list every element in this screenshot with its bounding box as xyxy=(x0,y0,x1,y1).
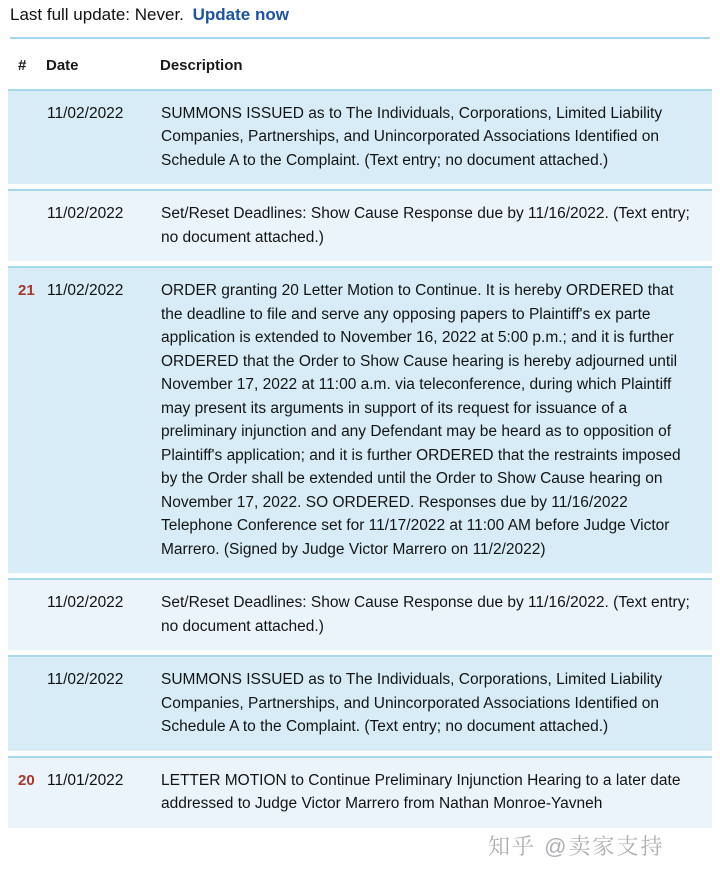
docket-row xyxy=(8,578,712,650)
entry-number-link[interactable] xyxy=(8,89,46,185)
entry-number-link[interactable]: 20 xyxy=(8,756,46,828)
docket-row xyxy=(8,89,712,185)
entry-number-link[interactable] xyxy=(8,578,46,650)
column-header-date: Date xyxy=(46,44,160,84)
entry-description: Set/Reset Deadlines: Show Cause Response due by 11/16/2022. (Text entry; no document attached.) xyxy=(160,578,712,650)
column-header-description: Description xyxy=(160,44,712,84)
entry-date: 11/01/2022 xyxy=(46,756,160,828)
docket-table xyxy=(8,39,712,833)
entry-description: SUMMONS ISSUED as to The Individuals, Corporations, Limited Liability Companies, Partnerships, and Unincorporated Associations Identified on Schedule A to the Complaint. (Text entry; no document attached.) xyxy=(160,655,712,751)
table-header-row xyxy=(8,44,712,84)
entry-date: 11/02/2022 xyxy=(46,89,160,185)
docket-row xyxy=(8,756,712,828)
entry-date: 11/02/2022 xyxy=(46,189,160,261)
entry-number-link[interactable]: 21 xyxy=(8,266,46,573)
entry-description: Set/Reset Deadlines: Show Cause Response due by 11/16/2022. (Text entry; no document attached.) xyxy=(160,189,712,261)
entry-description: SUMMONS ISSUED as to The Individuals, Corporations, Limited Liability Companies, Partnerships, and Unincorporated Associations Identified on Schedule A to the Complaint. (Text entry; no document attached.) xyxy=(160,89,712,185)
last-update-label: Last full update: Never. xyxy=(10,5,184,24)
docket-row xyxy=(8,266,712,573)
update-now-link[interactable]: Update now xyxy=(192,5,289,24)
update-status-bar xyxy=(8,2,712,37)
docket-row xyxy=(8,655,712,751)
zhihu-watermark: 知乎 @卖家支持 xyxy=(488,834,665,859)
entry-description: ORDER granting 20 Letter Motion to Continue. It is hereby ORDERED that the deadline to file and serve any opposing papers to Plaintiff's ex parte application is extended to November 16, 2022 at 5:00 p.m.; and it is further ORDERED that the Order to Show Cause hearing is hereby adjourned until November 17, 2022 at 11:00 a.m. via teleconference, during which Plaintiff may present its arguments in support of its request for issuance of a preliminary injunction and any Defendant may be heard as to opposition of Plaintiff's application; and it is further ORDERED that the restraints imposed by the Order shall be extended until the Order to Show Cause hearing on November 17, 2022. SO ORDERED. Responses due by 11/16/2022 Telephone Conference set for 11/17/2022 at 11:00 AM before Judge Victor Marrero. (Signed by Judge Victor Marrero on 11/2/2022) xyxy=(160,266,712,573)
entry-description: LETTER MOTION to Continue Preliminary Injunction Hearing to a later date addressed to Judge Victor Marrero from Nathan Monroe-Yavneh xyxy=(160,756,712,828)
entry-date: 11/02/2022 xyxy=(46,655,160,751)
entry-number-link[interactable] xyxy=(8,655,46,751)
docket-row xyxy=(8,189,712,261)
entry-date: 11/02/2022 xyxy=(46,578,160,650)
column-header-number: # xyxy=(8,44,46,84)
entry-number-link[interactable] xyxy=(8,189,46,261)
entry-date: 11/02/2022 xyxy=(46,266,160,573)
